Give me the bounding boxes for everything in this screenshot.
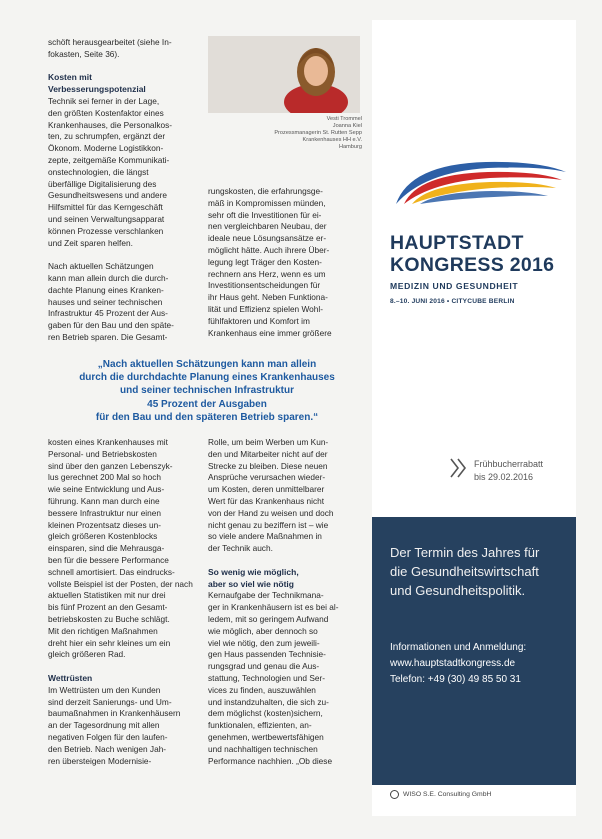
info-heading: Informationen und Anmeldung: [390, 642, 527, 653]
text-line: aktuellen Statistiken mit nur drei [48, 590, 166, 601]
text-line: Rolle, um beim Werben um Kun- [208, 437, 329, 447]
text-line: rechnern ans Herz, wenn es um [208, 268, 326, 279]
congress-subtitle: MEDIZIN UND GESUNDHEIT [390, 281, 519, 291]
text-line: Der Termin des Jahres für [390, 545, 540, 560]
paragraph-total-costs [48, 437, 195, 661]
text-line: „Nach aktuellen Schätzungen kann man allein [97, 359, 317, 370]
paragraph-role [208, 437, 358, 555]
text-line: Mit den richtigen Maßnahmen [48, 625, 158, 636]
text-line: sind derzeit Sanierungs- und Um- [48, 696, 172, 707]
text-line: Krankenhaus eine immer größere [208, 327, 332, 338]
text-line: bessere Infrastruktur nur einen [48, 507, 161, 518]
text-line: nen vergleichbaren Neubau, der [208, 221, 327, 232]
text-line: Ansprüche verursachen wieder- [208, 472, 326, 483]
text-line: ledem, mit so geringem Aufwand [208, 613, 329, 624]
text-line: so viele andere Maßnahmen in [208, 531, 322, 542]
text-line: den größten Kostenfaktor eines [48, 107, 164, 118]
text-line: durch die durchdachte Planung eines Krankenhauses [79, 372, 335, 384]
paragraph-arms-race [48, 685, 195, 768]
text-line: rungsgrad und genau die Aus- [208, 661, 320, 672]
text-line: Ökonom. Moderne Logistikkon- [48, 143, 164, 154]
paragraph-core-task [208, 590, 358, 767]
text-line: Joanna Kiel [332, 123, 362, 129]
text-line: dem möglichst (kosten)sichern, [208, 708, 323, 719]
ad-contact-info [390, 640, 572, 688]
text-line: vollste Beispiel ist der Posten, der nach [48, 578, 193, 589]
text-line: Investitionsentscheidungen für [208, 280, 321, 291]
text-line: gen Haus passenden Technisie- [208, 649, 326, 660]
text-line: vices zu finden, auszuwählen [208, 684, 316, 695]
text-line: und seiner technischen Infrastruktur [120, 385, 294, 397]
text-line: gleich größeren Kostenblocks [48, 531, 158, 542]
congress-title: HAUPTSTADT KONGRESS 2016 [390, 232, 555, 276]
text-line: 45 Prozent der Ausgaben [147, 398, 267, 410]
text-line: Performance nachhien. „Ob diese [208, 755, 333, 766]
text-line: fokasten, Seite 36). [48, 48, 120, 59]
text-line: mäß in Kompromissen münden, [208, 197, 326, 208]
text-line: führung. Kann man durch eine [48, 495, 160, 506]
text-line: und Gesundheitspolitik. [390, 583, 526, 598]
text-line: Kernaufgabe der Technikmana- [208, 590, 324, 601]
text-line: Nach aktuellen Schätzungen [48, 261, 154, 272]
text-line: dreht hier ein sehr kleines um ein [48, 637, 171, 648]
text-line: kosten eines Krankenhauses mit [48, 437, 168, 447]
text-line: ger in Krankenhäusern ist es bei al- [208, 602, 339, 613]
congress-dates: 8.–10. JUNI 2016 • CITYCUBE BERLIN [390, 298, 515, 305]
text-line: Prozessmanagerin St. Rutten Sepp [274, 130, 362, 136]
text-line: Infrastruktur 45 Prozent der Aus- [48, 308, 168, 319]
text-line: können Prozesse verschlanken [48, 225, 164, 236]
text-line: und instandzuhalten, die sich zu- [208, 696, 329, 707]
text-line: stattung, Technologien und Ser- [208, 672, 326, 683]
text-line: und Zeit sparen helfen. [48, 237, 133, 248]
section-heading-costs: Kosten mit Verbesserungspotenzial [48, 72, 146, 95]
footer-company: WISO S.E. Consulting GmbH [403, 791, 492, 798]
text-line: Technik sei ferner in der Lage, [48, 95, 160, 106]
circle-logo-icon [390, 790, 399, 799]
text-line: gleich größeren Rad. [48, 649, 126, 660]
text-line: ren Betrieb sparen. Die Gesamt- [48, 331, 168, 342]
text-line: ren übersteigen Modernisie- [48, 755, 152, 766]
text-line: von der Hand zu weisen und doch [208, 507, 334, 518]
section-heading-arms-race: Wettrüsten [48, 672, 93, 683]
text-line: Im Wettrüsten um den Kunden [48, 684, 161, 695]
article-column-right-top [208, 186, 358, 339]
early-bird-notice: Frühbucherrabatt bis 29.02.2016 [474, 459, 544, 482]
text-line: rungskosten, die erfahrungsge- [208, 186, 323, 196]
text-line: der Technik auch. [208, 543, 273, 554]
text-line: Strecke zu bleiben. Diese neuen [208, 460, 328, 471]
text-line: schöft herausgearbeitet (siehe In- [48, 37, 172, 47]
text-line: fühlfaktoren und Komfort im [208, 315, 310, 326]
text-line: und seinen Verwaltungsapparat [48, 213, 165, 224]
text-line: gaben für den Bau und den späte- [48, 320, 174, 331]
text-line: lität und Effizienz spielen Wohl- [208, 303, 323, 314]
text-line: Personal- und Betriebskosten [48, 448, 157, 459]
text-line: Wert für das Krankenhaus nicht [208, 495, 325, 506]
text-line: um Kosten, deren unmittelbarer [208, 484, 325, 495]
text-line: sehr oft die Investitionen für ei- [208, 209, 322, 220]
ad-tagline [390, 543, 572, 600]
section-heading-as-little: So wenig wie möglich, aber so viel wie nötig [208, 566, 299, 589]
text-line: betriebskosten zu Buche schlägt. [48, 613, 170, 624]
text-line: wie möglich, aber dennoch so [208, 625, 318, 636]
paragraph-continued [48, 37, 195, 61]
paragraph-estimates [48, 261, 195, 344]
paragraph-renovation-continued [208, 186, 358, 339]
text-line: ten, zu schrumpfen, ergänzt der [48, 131, 166, 142]
article-column-right-bottom [208, 437, 358, 767]
text-line: Hamburg [338, 144, 362, 150]
photo-caption [236, 116, 362, 151]
text-line: für den Bau und den späteren Betrieb sparen.“ [95, 411, 319, 423]
text-line: hauses und seiner technischen [48, 296, 163, 307]
text-line: dachte Planung eines Kranken- [48, 284, 164, 295]
portrait-image [208, 36, 360, 113]
text-line: kann man allein durch die durch- [48, 272, 169, 283]
text-line: bis fünf Prozent an den Gesamt- [48, 602, 168, 613]
text-line: Hilfsmittel für das Kerngeschäft [48, 202, 163, 213]
phone-number: Telefon: +49 (30) 49 85 50 31 [390, 674, 521, 685]
website-link[interactable]: www.hauptstadtkongress.de [390, 658, 516, 669]
arc-swoosh-logo-icon [390, 150, 570, 212]
text-line: lus gerechnet 200 Mal so hoch [48, 472, 162, 483]
text-line: nicht genau zu beziffern ist – wie [208, 519, 329, 530]
text-line: an der Tagesordnung mit allen [48, 720, 160, 731]
text-line: ben für die bessere Performance [48, 554, 169, 565]
text-line: funktionalen, effizienten, an- [208, 720, 312, 731]
portrait-photo [208, 36, 360, 113]
text-line: möglicht hätte. Auch ihrere Über- [208, 244, 330, 255]
double-chevron-right-icon [448, 453, 468, 483]
article-column-left-bottom [48, 437, 195, 767]
text-line: genehmen, wertbewertsfähigen [208, 731, 324, 742]
ad-footer [390, 790, 570, 806]
text-line: negativen Folgen für den laufen- [48, 731, 168, 742]
text-line: schnell amortisiert. Das eindrucks- [48, 566, 175, 577]
article-column-left-top [48, 37, 195, 344]
text-line: ideale neue Lösungsansätze er- [208, 233, 327, 244]
text-line: den Betrieb. Nach wenigen Jah- [48, 743, 167, 754]
text-line: überfällige Digitalisierung des [48, 178, 157, 189]
text-line: die Gesundheitswirtschaft [390, 564, 539, 579]
text-line: baumaßnahmen in Krankenhäusern [48, 708, 181, 719]
text-line: und nachhaltigen technischen [208, 743, 318, 754]
text-line: einsparen, sind die Mehrausga- [48, 543, 165, 554]
pull-quote [62, 358, 352, 424]
text-line: Vesti Trommel [326, 116, 362, 122]
text-line: sind über den ganzen Lebenszyk- [48, 460, 173, 471]
text-line: Krankenhauses HH e.V. [302, 137, 362, 143]
text-line: kleinen Prozentsatz dieses un- [48, 519, 161, 530]
text-line: wie seine Entwicklung und Aus- [48, 484, 165, 495]
text-line: onstechnologien, die längst [48, 166, 149, 177]
text-line: legung legt Träger den Kosten- [208, 256, 322, 267]
text-line: zepte, zeitgemäße Kommunikati- [48, 154, 170, 165]
paragraph-technology [48, 96, 195, 249]
text-line: ihr Haus geht. Neben Funktiona- [208, 292, 328, 303]
text-line: den und Mitarbeiter nicht auf der [208, 448, 328, 459]
text-line: viel wie nötig, den zum jeweili- [208, 637, 320, 648]
text-line: Gesundheitswesens und andere [48, 190, 168, 201]
text-line: Krankenhauses, die Personalkos- [48, 119, 173, 130]
